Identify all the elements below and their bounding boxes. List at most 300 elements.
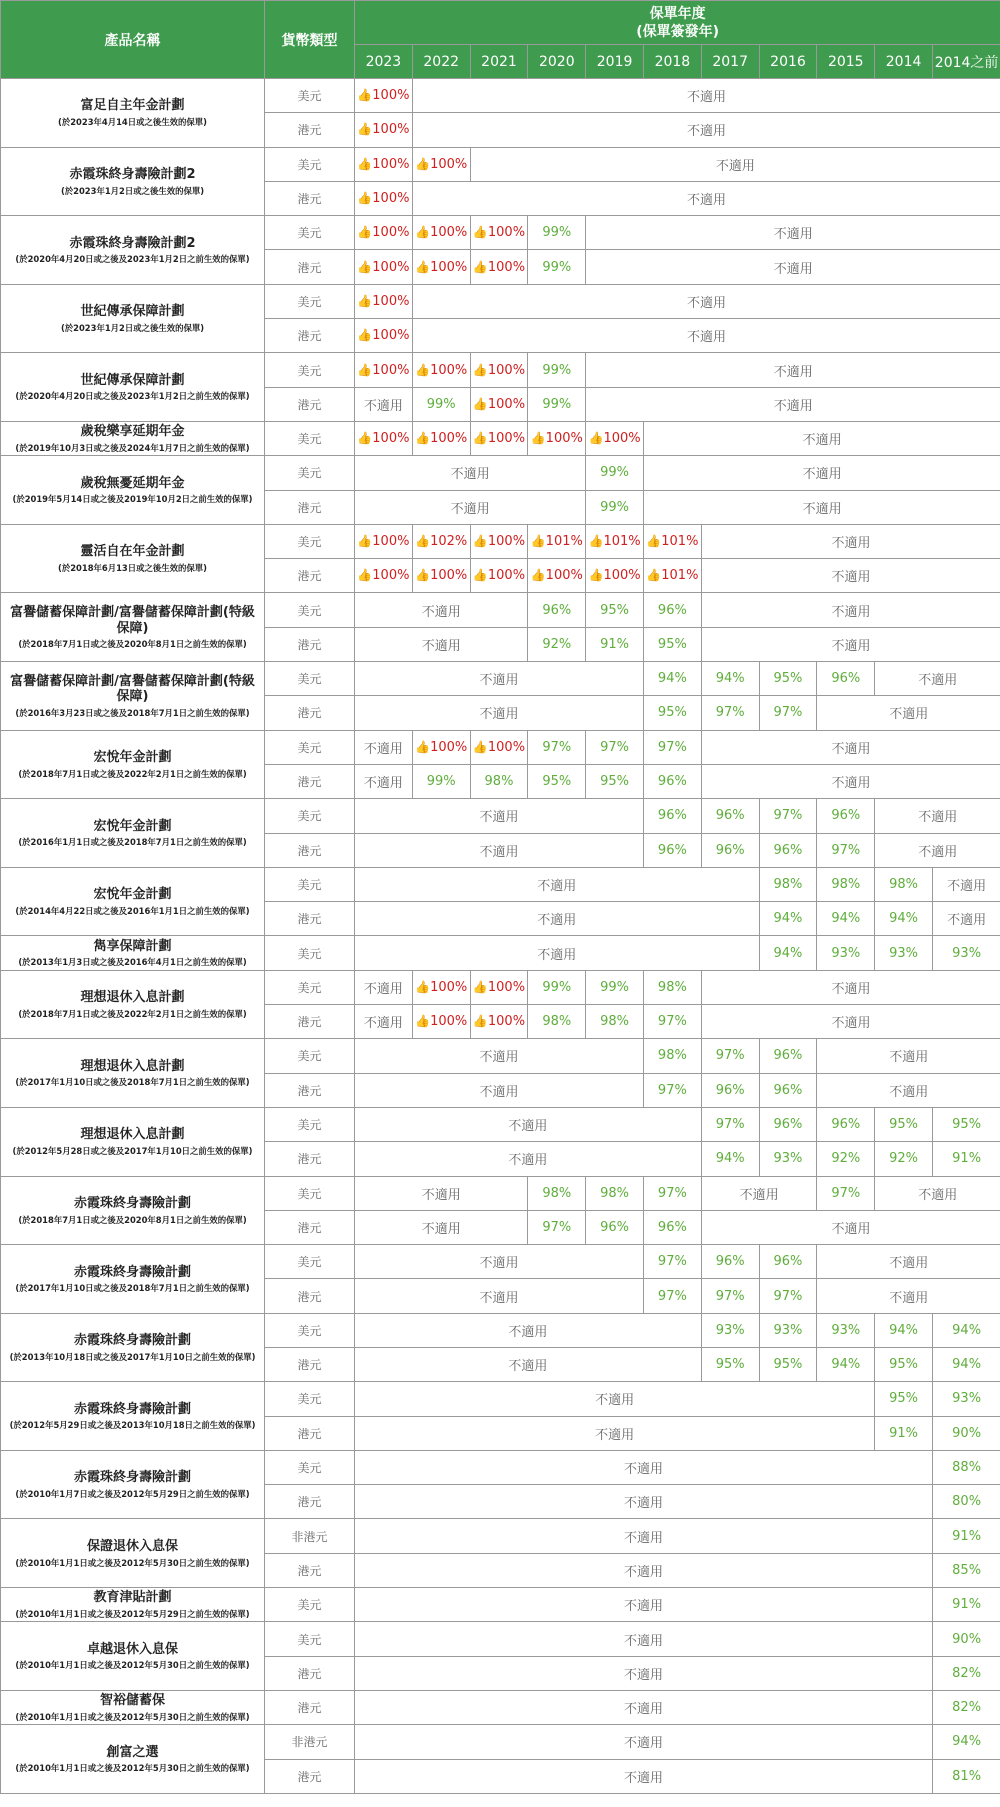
currency-cell: 美元 [265,1245,355,1279]
ratio-value: 99% [600,499,630,515]
not-applicable-cell: 不適用 [355,1519,933,1553]
currency-type-header: 貨幣類型 [265,1,355,79]
currency-cell: 港元 [265,1553,355,1587]
ratio-value: 98% [657,1048,687,1064]
ratio-cell [932,1519,1000,1553]
ratio-cell [875,867,933,901]
year-header-cell: 2016 [759,45,817,79]
ratio-value: 98% [600,1185,630,1201]
currency-cell: 美元 [265,593,355,627]
thumbs-up-icon: 👍 [472,534,488,548]
product-name-cell [1,1245,265,1314]
year-header-cell: 2015 [817,45,875,79]
ratio-value: 92% [889,1151,919,1167]
ratio-cell [932,1690,1000,1724]
ratio-cell-above-target [586,559,644,593]
ratio-value: 96% [715,808,745,824]
table-row [1,147,1000,181]
ratio-value: 99% [426,774,456,790]
not-applicable-cell: 不適用 [586,353,1000,387]
not-applicable-cell: 不適用 [586,387,1000,421]
ratio-value: 100% [430,979,468,995]
not-applicable-cell: 不適用 [817,1073,1000,1107]
ratio-cell [759,867,817,901]
ratio-cell [643,1073,701,1107]
currency-cell: 美元 [265,936,355,970]
not-applicable-cell: 不適用 [355,1176,528,1210]
ratio-cell [528,387,586,421]
product-name-cell [1,1313,265,1382]
thumbs-up-icon: 👍 [530,534,546,548]
ratio-cell-above-target [412,1005,470,1039]
ratio-cell [759,833,817,867]
ratio-cell [759,936,817,970]
product-name: 宏悅年金計劃 [93,750,172,766]
thumbs-up-icon: 👍 [530,568,546,583]
table-row [1,1313,1000,1347]
ratio-cell [932,1622,1000,1656]
currency-cell: 港元 [265,1073,355,1107]
ratio-cell-above-target [470,421,528,455]
ratio-value: 97% [715,1117,745,1133]
ratio-value: 91% [952,1528,982,1544]
ratio-cell [643,833,701,867]
product-effective-date-note: (於2019年10月3日或之後及2024年1月7日之前生效的保單) [15,442,250,453]
not-applicable-cell: 不適用 [355,1279,644,1313]
ratio-value: 100% [545,431,583,447]
currency-cell: 港元 [265,1416,355,1450]
product-effective-date-note: (於2012年5月29日或之後及2013年10月18日之前生效的保單) [9,1420,256,1431]
ratio-cell-above-target [470,524,528,558]
ratio-value: 94% [952,1357,982,1373]
currency-cell: 美元 [265,1107,355,1141]
ratio-cell-above-target [355,79,413,113]
ratio-value: 101% [603,534,641,549]
table-row [1,970,1000,1004]
year-header-cell: 2020 [528,45,586,79]
product-name: 赤霞珠終身壽險計劃 [73,1195,191,1211]
not-applicable-cell: 不適用 [817,696,1000,730]
ratio-cell-above-target [643,559,701,593]
ratio-cell [817,1176,875,1210]
ratio-value: 95% [657,705,687,721]
currency-cell: 港元 [265,113,355,147]
currency-cell: 港元 [265,833,355,867]
not-applicable-cell: 不適用 [817,1245,1000,1279]
not-applicable-cell: 不適用 [355,1073,644,1107]
ratio-cell [643,593,701,627]
ratio-value: 100% [430,259,468,275]
thumbs-up-icon: 👍 [415,156,431,171]
not-applicable-cell: 不適用 [355,387,413,421]
product-name: 赤霞珠終身壽險計劃 [73,1264,191,1280]
not-applicable-cell: 不適用 [701,764,1000,798]
not-applicable-cell: 不適用 [355,1485,933,1519]
product-effective-date-note: (於2012年5月28日或之後及2017年1月10日之前生效的保單) [12,1145,253,1156]
not-applicable-cell: 不適用 [817,1279,1000,1313]
table-row [1,1519,1000,1553]
ratio-cell [932,1450,1000,1484]
product-name: 世紀傳承保障計劃 [80,304,185,320]
thumbs-up-icon: 👍 [472,568,488,583]
thumbs-up-icon: 👍 [588,534,604,548]
ratio-cell-above-target [586,524,644,558]
ratio-cell [643,1245,701,1279]
not-applicable-cell: 不適用 [355,970,413,1004]
ratio-cell [701,1279,759,1313]
product-name-cell [1,147,265,216]
ratio-value: 100% [430,431,468,447]
product-name: 赤霞珠終身壽險計劃2 [69,167,196,183]
ratio-cell-above-target [355,250,413,284]
ratio-value: 100% [603,568,641,584]
ratio-value: 94% [773,911,803,927]
ratio-value: 100% [603,431,641,447]
ratio-value: 95% [773,671,803,687]
ratio-cell [701,833,759,867]
ratio-value: 96% [657,1219,687,1235]
ratio-value: 100% [487,259,526,275]
not-applicable-cell: 不適用 [701,627,1000,661]
currency-cell: 美元 [265,662,355,696]
ratio-cell-above-target [412,970,470,1004]
ratio-value: 96% [715,1082,745,1098]
not-applicable-cell: 不適用 [586,216,1000,250]
product-effective-date-note: (於2010年1月1日或之後及2012年5月30日之前生效的保單) [15,1711,250,1722]
ratio-value: 96% [773,842,803,858]
ratio-cell [759,1347,817,1381]
ratio-value: 94% [889,1322,919,1338]
thumbs-up-icon: 👍 [472,1014,488,1029]
product-name-cell [1,1622,265,1691]
product-name: 教育津貼計劃 [93,1590,172,1606]
ratio-value: 82% [952,1700,982,1716]
ratio-cell [643,764,701,798]
product-name-cell [1,970,265,1039]
ratio-value: 100% [430,156,468,172]
product-name: 宏悅年金計劃 [93,887,172,903]
table-row [1,524,1000,558]
not-applicable-cell: 不適用 [355,1210,528,1244]
not-applicable-cell: 不適用 [932,902,1000,936]
product-name: 赤霞珠終身壽險計劃 [73,1470,191,1486]
ratio-value: 96% [831,808,861,824]
product-name-cell [1,1176,265,1245]
thumbs-up-icon: 👍 [472,362,488,377]
ratio-cell [528,764,586,798]
ratio-cell [528,627,586,661]
thumbs-up-icon: 👍 [415,259,431,274]
not-applicable-cell: 不適用 [355,1005,413,1039]
ratio-cell-above-target [355,421,413,455]
table-body [1,79,1000,1794]
not-applicable-cell: 不適用 [412,319,1000,353]
ratio-value: 91% [952,1151,982,1167]
ratio-value: 101% [661,568,699,584]
not-applicable-cell: 不適用 [643,456,1000,490]
currency-cell: 港元 [265,1279,355,1313]
table-row [1,1382,1000,1416]
ratio-value: 97% [715,1048,745,1064]
ratio-cell [875,1142,933,1176]
table-row [1,421,1000,455]
not-applicable-cell: 不適用 [701,1210,1000,1244]
ratio-value: 100% [372,225,410,241]
not-applicable-cell: 不適用 [355,936,760,970]
currency-cell: 港元 [265,764,355,798]
ratio-value: 90% [952,1631,982,1647]
not-applicable-cell: 不適用 [701,559,1000,593]
product-effective-date-note: (於2018年6月13日或之後生效的保單) [58,562,207,573]
ratio-value: 96% [657,808,687,824]
ratio-value: 100% [372,534,410,549]
ratio-cell-above-target [528,559,586,593]
table-row [1,799,1000,833]
ratio-value: 96% [773,1048,803,1064]
currency-cell: 港元 [265,250,355,284]
product-effective-date-note: (於2023年4月14日或之後生效的保單) [58,117,207,128]
table-row [1,1622,1000,1656]
not-applicable-cell: 不適用 [701,593,1000,627]
ratio-value: 95% [600,602,630,618]
year-header-cell: 2022 [412,45,470,79]
ratio-cell-above-target [412,216,470,250]
product-name-cell [1,1588,265,1622]
not-applicable-cell: 不適用 [355,1313,702,1347]
currency-cell: 港元 [265,1759,355,1793]
ratio-cell [817,662,875,696]
ratio-value: 96% [715,842,745,858]
ratio-cell-above-target [643,524,701,558]
currency-cell: 美元 [265,284,355,318]
product-effective-date-note: (於2010年1月1日或之後及2012年5月30日之前生效的保單) [15,1660,250,1671]
table-row [1,1245,1000,1279]
table-row [1,867,1000,901]
table-row [1,1588,1000,1622]
not-applicable-cell: 不適用 [355,1725,933,1759]
ratio-cell [875,1313,933,1347]
ratio-cell [932,1485,1000,1519]
product-effective-date-note: (於2010年1月1日或之後及2012年5月30日之前生效的保單) [15,1763,250,1774]
ratio-cell [643,1005,701,1039]
ratio-value: 93% [773,1322,803,1338]
product-effective-date-note: (於2016年1月1日或之後及2018年7月1日之前生效的保單) [18,837,247,848]
not-applicable-cell: 不適用 [355,1588,933,1622]
ratio-value: 97% [542,1219,572,1235]
ratio-cell [470,764,528,798]
ratio-value: 96% [773,1254,803,1270]
ratio-value: 100% [372,328,410,344]
product-name-cell [1,1039,265,1108]
thumbs-up-icon: 👍 [357,225,373,240]
currency-cell: 美元 [265,147,355,181]
currency-cell: 美元 [265,1382,355,1416]
ratio-value: 96% [773,1082,803,1098]
ratio-cell [932,1313,1000,1347]
ratio-cell [643,730,701,764]
ratio-value: 85% [952,1562,982,1578]
ratio-cell [586,1005,644,1039]
ratio-cell [528,970,586,1004]
not-applicable-cell: 不適用 [355,764,413,798]
ratio-value: 97% [831,1185,861,1201]
ratio-cell [817,936,875,970]
ratio-value: 96% [657,774,687,790]
ratio-cell [817,799,875,833]
ratio-cell [586,593,644,627]
thumbs-up-icon: 👍 [646,568,662,583]
ratio-cell [586,490,644,524]
ratio-cell [759,799,817,833]
ratio-cell [528,216,586,250]
ratio-cell [586,764,644,798]
product-name-cell [1,456,265,525]
product-effective-date-note: (於2023年1月2日或之後生效的保單) [60,185,205,196]
table-row [1,936,1000,970]
ratio-cell [759,902,817,936]
ratio-value: 95% [889,1391,919,1407]
currency-cell: 港元 [265,696,355,730]
ratio-value: 100% [487,362,526,378]
ratio-cell [932,1656,1000,1690]
not-applicable-cell: 不適用 [586,250,1000,284]
ratio-value: 100% [487,431,526,447]
thumbs-up-icon: 👍 [357,568,373,583]
ratio-cell [875,936,933,970]
thumbs-up-icon: 👍 [415,431,431,446]
product-name-cell [1,284,265,353]
ratio-cell [528,1005,586,1039]
currency-cell: 美元 [265,1450,355,1484]
ratio-cell [643,970,701,1004]
not-applicable-cell: 不適用 [875,662,1000,696]
ratio-value: 96% [657,602,687,618]
ratio-value: 96% [600,1219,630,1235]
ratio-cell [932,1347,1000,1381]
ratio-value: 88% [952,1460,982,1476]
currency-cell: 港元 [265,1005,355,1039]
currency-cell: 港元 [265,1656,355,1690]
ratio-cell [875,902,933,936]
ratio-cell [701,696,759,730]
ratio-value: 93% [831,945,861,961]
ratio-value: 93% [715,1322,745,1338]
year-header-cell: 2019 [586,45,644,79]
ratio-cell [932,1107,1000,1141]
product-effective-date-note: (於2018年7月1日或之後及2020年8月1日之前生效的保單) [18,1214,247,1225]
not-applicable-cell: 不適用 [355,1382,875,1416]
product-name: 歲稅無憂延期年金 [80,475,185,491]
ratio-value: 91% [600,636,630,652]
currency-cell: 港元 [265,319,355,353]
product-name: 赤霞珠終身壽險計劃2 [69,235,196,251]
product-name: 富足自主年金計劃 [80,98,185,114]
ratio-value: 100% [372,122,410,138]
product-name-cell [1,421,265,455]
ratio-value: 91% [952,1597,982,1613]
ratio-value: 95% [773,1357,803,1373]
table-row [1,1450,1000,1484]
ratio-value: 93% [952,1391,982,1407]
not-applicable-cell: 不適用 [355,799,644,833]
product-name: 理想退休入息計劃 [80,1058,185,1074]
ratio-cell [586,456,644,490]
ratio-value: 100% [372,362,410,378]
not-applicable-cell: 不適用 [355,1347,702,1381]
product-name: 富譽儲蓄保障計劃/富譽儲蓄保障計劃(特級保障) [10,605,255,636]
product-effective-date-note: (於2016年3月23日或之後及2018年7月1日之前生效的保單) [15,707,250,718]
product-effective-date-note: (於2017年1月10日或之後及2018年7月1日之前生效的保單) [15,1077,250,1088]
thumbs-up-icon: 👍 [415,534,431,548]
ratio-value: 100% [430,739,468,755]
product-name: 歲稅樂享延期年金 [80,424,185,440]
ratio-cell [586,1210,644,1244]
ratio-value: 100% [430,225,468,241]
not-applicable-cell: 不適用 [643,490,1000,524]
not-applicable-cell: 不適用 [355,730,413,764]
product-name: 富譽儲蓄保障計劃/富譽儲蓄保障計劃(特級保障) [10,673,255,705]
ratio-value: 97% [715,1288,745,1304]
ratio-cell [701,1313,759,1347]
ratio-cell [875,1107,933,1141]
ratio-cell [932,1142,1000,1176]
ratio-value: 100% [487,568,526,584]
ratio-value: 94% [773,945,803,961]
ratio-value: 97% [773,705,803,721]
ratio-cell-above-target [355,319,413,353]
ratio-cell [932,1725,1000,1759]
product-effective-date-note: (於2018年7月1日或之後及2022年2月1日之前生效的保單) [18,768,247,779]
ratio-cell [759,1279,817,1313]
ratio-cell-above-target [528,421,586,455]
ratio-value: 94% [657,671,687,687]
ratio-cell [528,250,586,284]
ratio-cell [817,1347,875,1381]
product-name: 保證退休入息保 [86,1538,178,1554]
ratio-cell [817,1142,875,1176]
ratio-cell-above-target [355,113,413,147]
ratio-cell [701,799,759,833]
ratio-value: 99% [542,396,572,412]
ratio-value: 101% [545,534,583,549]
ratio-value: 100% [487,739,526,755]
product-name-cell [1,216,265,285]
ratio-cell [759,1073,817,1107]
not-applicable-cell: 不適用 [412,113,1000,147]
product-name-cell [1,662,265,731]
not-applicable-cell: 不適用 [701,524,1000,558]
product-name-cell [1,1725,265,1794]
year-header-cell: 2014之前 [932,45,1000,79]
ratio-cell [643,1210,701,1244]
year-header-cell: 2021 [470,45,528,79]
ratio-cell-above-target [470,730,528,764]
product-name: 赤霞珠終身壽險計劃 [73,1333,191,1349]
ratio-value: 93% [773,1151,803,1167]
ratio-cell [528,730,586,764]
currency-cell: 美元 [265,1039,355,1073]
ratio-value: 96% [542,602,572,618]
ratio-value: 100% [487,979,526,995]
product-name-cell [1,353,265,422]
ratio-cell-above-target [355,559,413,593]
table-row [1,216,1000,250]
ratio-cell-above-target [355,216,413,250]
ratio-value: 96% [831,671,861,687]
currency-cell: 美元 [265,353,355,387]
product-name: 靈活自在年金計劃 [80,544,185,560]
ratio-value: 100% [372,191,410,207]
